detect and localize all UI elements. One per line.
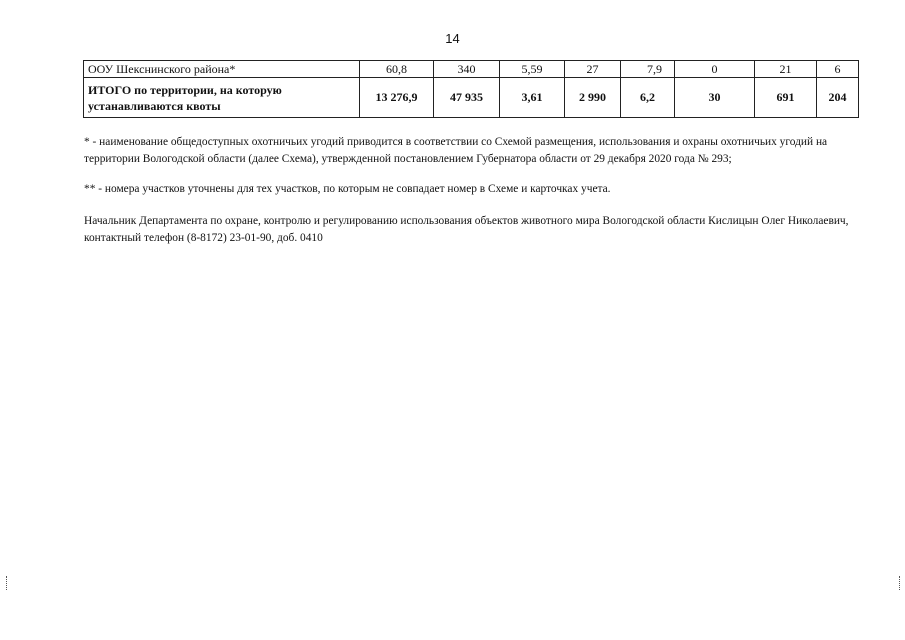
table-cell: 340 [434,61,500,78]
scan-edge-mark-left [6,576,8,590]
table-cell: 691 [755,78,817,118]
table-cell: 6,2 [621,78,675,118]
table-cell: 3,61 [500,78,565,118]
table-row-total [84,78,859,118]
table-row-shekshinsky [84,61,859,78]
table-cell: 2 990 [565,78,621,118]
signature-contact: Начальник Департамента по охране, контролю и регулированию использования объектов животного мира Вологодской области Кислицын Олег Николаевич, контактный телефон (8-8172) 23-01-90, доб. 0410 [84,215,849,244]
row-name-cell: ООУ Шекснинского района* [84,61,360,78]
table-cell: 7,9 [621,61,675,78]
table-cell: 21 [755,61,817,78]
footnote-plot-numbers: ** - номера участков уточнены для тех участков, по которым не совпадает номер в Схеме и карточках учета. [84,183,611,195]
table-cell: 60,8 [360,61,434,78]
table-cell: 30 [675,78,755,118]
table-cell: 204 [817,78,859,118]
quota-table [83,60,859,118]
footnote-schema: * - наименование общедоступных охотничьих угодий приводится в соответствии со Схемой размещения, использования и охраны охотничьих угодий на территории Вологодской области (далее Схема), утвержденной постановлением Губернатора области от 29 декабря 2020 года № 293; [84,136,828,165]
table-cell: 13 276,9 [360,78,434,118]
table-cell: 6 [817,61,859,78]
table-cell: 27 [565,61,621,78]
table-cell: 47 935 [434,78,500,118]
scan-edge-mark-right [899,576,901,590]
table-cell: 5,59 [500,61,565,78]
table-cell: 0 [675,61,755,78]
page-number: 14 [445,31,460,46]
row-name-cell: ИТОГО по территории, на которую устанавливаются квоты [84,78,360,118]
